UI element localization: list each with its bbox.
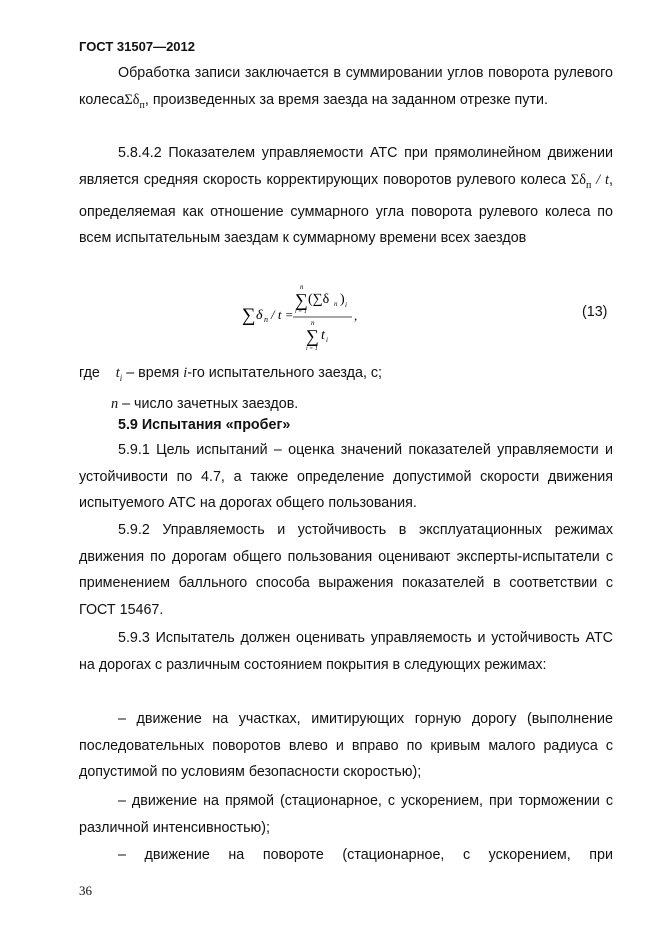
formula-comma: , xyxy=(354,308,358,323)
where-label: где xyxy=(79,365,100,381)
list-item-straight xyxy=(79,788,613,841)
list-item-turn xyxy=(79,842,613,869)
lhs-sum-symbol: ∑ xyxy=(242,305,256,326)
document-header: ГОСТ 31507—2012 xyxy=(79,39,195,54)
list-item-mountain-road xyxy=(79,706,613,786)
numerator-inner-sum: (∑δ xyxy=(308,292,330,307)
page-number: 36 xyxy=(79,883,92,898)
equation-number: (13) xyxy=(582,304,608,320)
where-block xyxy=(79,360,382,418)
text-segment: , произведенных за время заезда на заданном отрезке пути. xyxy=(144,91,548,108)
text-segment: 5.9.1 Цель испытаний – оценка значений показателей управляемости и устойчивости по 4.7, а также определение допустимой скорости движения испытуемого АТС на дорогах общего пользования. xyxy=(79,442,613,511)
section-heading-5-9: 5.9 Испытания «пробег» xyxy=(118,417,291,433)
text-segment: – число зачетных заездов. xyxy=(118,396,299,413)
text-segment: 5.9.3 Испытатель должен оценивать управляемость и устойчивость АТС на дорогах с различным состоянием покрытия в следующих режимах: xyxy=(79,630,613,673)
subscript-p: п xyxy=(585,179,592,191)
symbol-sigma-delta: Σδ xyxy=(570,171,586,188)
denominator-lower-limit: i = 1 xyxy=(306,346,318,352)
paragraph-5-9-3 xyxy=(79,625,613,678)
text-segment: 5.9.2 Управляемость и устойчивость в эксплуатационных режимах движения по дорогам общего пользования оценивают эксперты-испытатели с применением балльного способа выражения показателей в соответствии с ГОСТ 15467. xyxy=(79,522,613,618)
lhs-rest: / t = xyxy=(271,307,294,322)
symbol-slash: / xyxy=(596,171,601,188)
numerator-lower-limit: i = 1 xyxy=(295,309,307,315)
symbol-n: n xyxy=(111,396,119,413)
numerator-inner-subscript: п xyxy=(334,300,338,308)
denominator-t: t xyxy=(321,328,325,343)
paragraph-5-9-2 xyxy=(79,517,613,623)
where-line-n xyxy=(79,391,382,418)
symbol-sigma-delta: Σδ xyxy=(124,91,140,108)
numerator-close-paren: ) xyxy=(340,292,345,307)
numerator-index: i xyxy=(345,301,347,309)
lhs-delta-subscript: п xyxy=(264,315,268,324)
where-line-t xyxy=(79,360,382,391)
denominator-sum-symbol: ∑ xyxy=(306,326,319,346)
symbol-i: i xyxy=(183,365,188,381)
paragraph-5-8-4-2 xyxy=(79,140,613,252)
symbol-t: t xyxy=(115,365,120,381)
formula-13 xyxy=(240,284,370,354)
symbol-t: t xyxy=(605,171,610,188)
text-segment: , определяемая как отношение суммарного угла поворота рулевого колеса по всем испытательным заездам к суммарному времени всех заездов xyxy=(79,171,613,247)
text-segment: Обработка записи заключается в суммировании углов поворота рулевого колеса xyxy=(79,65,613,108)
numerator-upper-limit: n xyxy=(300,284,304,291)
symbol-t-subscript: i xyxy=(119,372,123,383)
paragraph-5-9-1 xyxy=(79,437,613,517)
numerator-sum-symbol: ∑ xyxy=(295,290,308,310)
subscript-p: п xyxy=(139,99,145,111)
paragraph-processing xyxy=(79,60,613,119)
text-segment: – движение на прямой (стационарное, с ускорением, при торможении с различной интенсивностью); xyxy=(79,793,613,836)
text-segment: 5.8.4.2 Показателем управляемости АТС при прямолинейном движении является средняя скорость корректирующих поворотов рулевого колеса xyxy=(79,145,613,188)
text-segment: – время xyxy=(122,365,184,381)
text-segment: – движение на повороте (стационарное, с ускорением, при xyxy=(118,847,613,863)
denominator-t-subscript: i xyxy=(326,336,328,344)
lhs-delta: δ xyxy=(256,308,263,323)
text-segment: -го испытательного заезда, с; xyxy=(187,365,383,381)
text-segment: – движение на участках, имитирующих горную дорогу (выполнение последовательных поворотов влево и вправо по кривым малого радиуса с допустимой по условиям безопасности скоростью); xyxy=(79,711,613,780)
denominator-upper-limit: n xyxy=(311,319,315,327)
